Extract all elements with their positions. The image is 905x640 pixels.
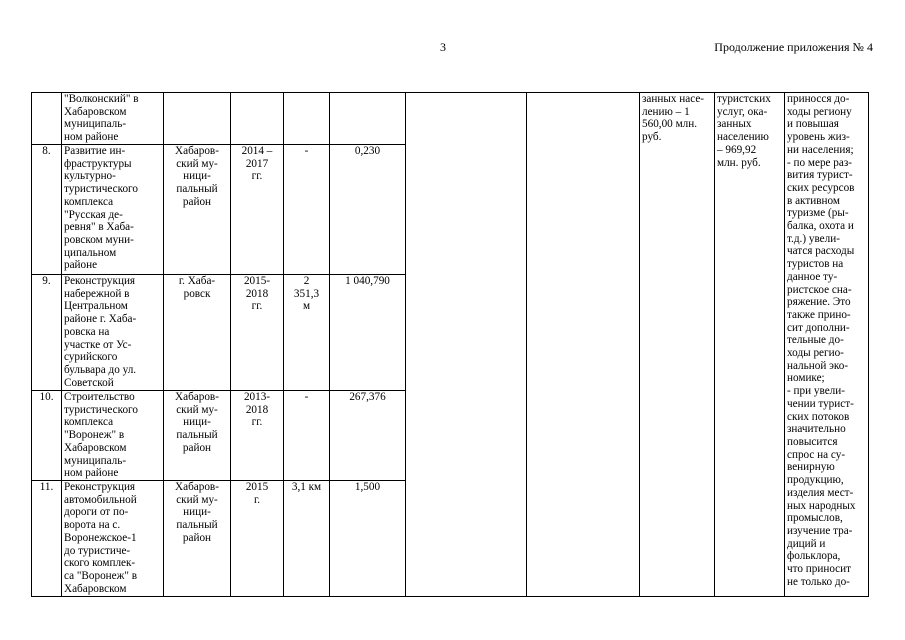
project-cost: 1,500	[330, 481, 406, 597]
project-cost: 0,230	[330, 145, 406, 275]
project-period: 2015- 2018 гг.	[231, 275, 284, 391]
row-number	[32, 93, 62, 145]
row-number: 11.	[32, 481, 62, 597]
row-number: 9.	[32, 275, 62, 391]
effect-description: приносся до- ходы региону и повышая уровень жиз- ни населения; - по мере раз- вития турист- ских ресурсов в активном туризме (ры- балка, охота и т.д.) увели- чатся расходы туристов на данное ту- ристское сна- ряжение. Это также прино- сит дополни- тельные до- ходы регио- нальной эко- номике; - при увели- чении турист- ских потоков значительно повысится спрос на су- венирную продукцию, изделия мест- ных народных промыслов, изучение тра- диций и фольклора, что приносит не только до-	[785, 93, 869, 597]
project-capacity: 3,1 км	[284, 481, 330, 597]
project-location: Хабаров- ский му- ници- пальный район	[164, 481, 231, 597]
income-population: занных насе- лению – 1 560,00 млн. руб.	[640, 93, 715, 597]
tourist-services: туристских услуг, ока- занных населению – 969,92 млн. руб.	[715, 93, 785, 597]
project-name: Реконструкция автомобильной дороги от по- ворота на с. Воронежское-1 до туристиче- ского комплек- са "Воронеж" в Хабаровском	[62, 481, 164, 597]
project-period: 2013- 2018 гг.	[231, 391, 284, 481]
project-location: Хабаров- ский му- ници- пальный район	[164, 145, 231, 275]
project-period: 2014 – 2017 гг.	[231, 145, 284, 275]
row-number: 8.	[32, 145, 62, 275]
project-location	[164, 93, 231, 145]
project-cost: 1 040,790	[330, 275, 406, 391]
project-name: Строительство туристического комплекса "Воронеж" в Хабаровском муниципаль- ном районе	[62, 391, 164, 481]
row-number: 10.	[32, 391, 62, 481]
project-name: Реконструкция набережной в Центральном районе г. Хаба- ровска на участке от Ус- сурийского бульвара до ул. Советской	[62, 275, 164, 391]
table-row	[32, 93, 869, 145]
project-name: "Волконский" в Хабаровском муниципаль- ном районе	[62, 93, 164, 145]
empty-column-2	[527, 93, 640, 597]
project-location: Хабаров- ский му- ници- пальный район	[164, 391, 231, 481]
project-cost	[330, 93, 406, 145]
appendix-continuation-note: Продолжение приложения № 4	[714, 40, 873, 54]
project-location: г. Хаба- ровск	[164, 275, 231, 391]
project-capacity	[284, 93, 330, 145]
project-capacity: -	[284, 145, 330, 275]
empty-column-1	[406, 93, 527, 597]
page-number: 3	[440, 40, 446, 54]
project-period: 2015 г.	[231, 481, 284, 597]
project-cost: 267,376	[330, 391, 406, 481]
projects-table	[31, 92, 869, 597]
project-capacity: -	[284, 391, 330, 481]
project-capacity: 2 351,3 м	[284, 275, 330, 391]
project-name: Развитие ин- фраструктуры культурно- туристического комплекса "Русская де- ревня" в Хаба- ровском муни- ципальном районе	[62, 145, 164, 275]
project-period	[231, 93, 284, 145]
